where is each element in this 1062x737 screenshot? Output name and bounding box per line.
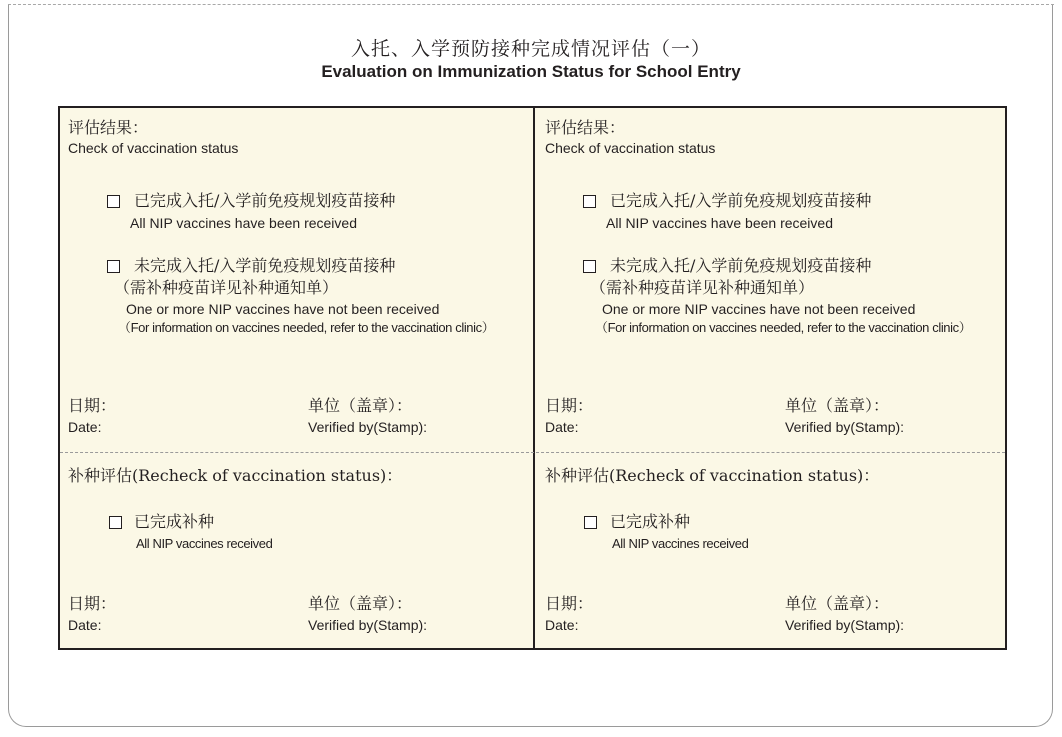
option2-en: One or more NIP vaccines have not been received <box>602 301 916 317</box>
page-title-en: Evaluation on Immunization Status for School Entry <box>321 62 741 81</box>
cell-col1-bottom <box>60 452 533 650</box>
checkbox-not-completed[interactable] <box>583 260 596 273</box>
stamp-label-zh: 单位（盖章）： <box>785 396 890 415</box>
option2-zh: 未完成入托/入学前免疫规划疫苗接种 <box>610 256 872 275</box>
date-label-zh: 日期： <box>68 594 117 613</box>
option2-en: One or more NIP vaccines have not been received <box>126 301 440 317</box>
option2-zh-note: （需补种疫苗详见补种通知单） <box>114 278 339 297</box>
option2-zh: 未完成入托/入学前免疫规划疫苗接种 <box>134 256 396 275</box>
evaluation-table <box>58 106 1007 650</box>
date-label-zh: 日期： <box>545 396 594 415</box>
recheck-option-en: All NIP vaccines received <box>136 536 273 551</box>
option2-en-note: （For information on vaccines needed, refer to the vaccination clinic） <box>595 320 972 335</box>
stamp-label-en: Verified by(Stamp): <box>308 419 428 435</box>
option2-en-note: （For information on vaccines needed, refer to the vaccination clinic） <box>118 320 495 335</box>
heading-en: Check of vaccination status <box>68 140 239 156</box>
date-label-en: Date: <box>545 419 579 435</box>
stamp-label-zh: 单位（盖章）： <box>308 594 413 613</box>
page-title-zh: 入托、入学预防接种完成情况评估（一） <box>350 38 711 60</box>
recheck-heading: 补种评估(Recheck of vaccination status)： <box>545 466 880 485</box>
date-label-en: Date: <box>68 617 102 633</box>
date-label-en: Date: <box>545 617 579 633</box>
recheck-option-zh: 已完成补种 <box>134 512 215 531</box>
stamp-label-zh: 单位（盖章）： <box>308 396 413 415</box>
option1-zh: 已完成入托/入学前免疫规划疫苗接种 <box>134 191 396 210</box>
stamp-label-en: Verified by(Stamp): <box>308 617 428 633</box>
date-label-zh: 日期： <box>68 396 117 415</box>
checkbox-not-completed[interactable] <box>107 260 120 273</box>
cell-col2-bottom <box>535 452 1005 650</box>
recheck-option-zh: 已完成补种 <box>610 512 691 531</box>
checkbox-completed[interactable] <box>107 195 120 208</box>
option2-zh-note: （需补种疫苗详见补种通知单） <box>590 278 815 297</box>
cell-col2-top <box>535 108 1005 452</box>
stamp-label-zh: 单位（盖章）： <box>785 594 890 613</box>
date-label-zh: 日期： <box>545 594 594 613</box>
recheck-option-en: All NIP vaccines received <box>612 536 749 551</box>
option1-en: All NIP vaccines have been received <box>130 215 357 231</box>
checkbox-recheck-completed[interactable] <box>109 516 122 529</box>
heading-zh: 评估结果： <box>545 118 626 137</box>
heading-zh: 评估结果： <box>68 118 149 137</box>
tear-line <box>8 4 1054 5</box>
option1-zh: 已完成入托/入学前免疫规划疫苗接种 <box>610 191 872 210</box>
checkbox-recheck-completed[interactable] <box>584 516 597 529</box>
heading-en: Check of vaccination status <box>545 140 716 156</box>
stamp-label-en: Verified by(Stamp): <box>785 617 905 633</box>
stamp-label-en: Verified by(Stamp): <box>785 419 905 435</box>
cell-col1-top <box>60 108 533 452</box>
date-label-en: Date: <box>68 419 102 435</box>
checkbox-completed[interactable] <box>583 195 596 208</box>
recheck-heading: 补种评估(Recheck of vaccination status)： <box>68 466 403 485</box>
option1-en: All NIP vaccines have been received <box>606 215 833 231</box>
